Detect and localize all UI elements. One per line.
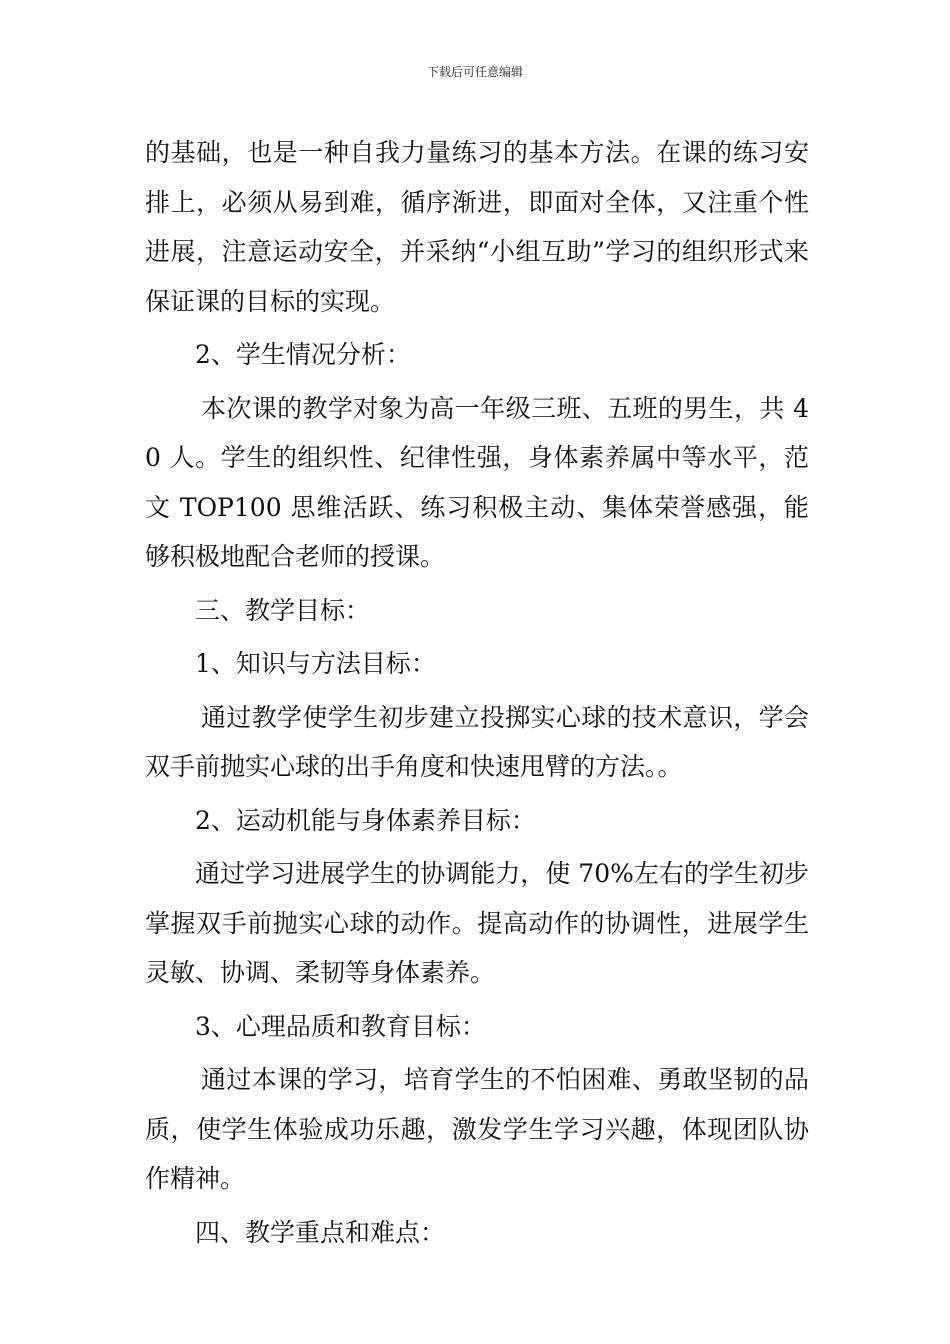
- heading-student-analysis: 2、学生情况分析：: [195, 340, 411, 369]
- page-header: 下载后可任意编辑: [426, 65, 523, 79]
- paragraph-goal-psychology: 通过本课的学习，培育学生的不怕困难、勇敢坚韧的品质，使学生体验成功乐趣，激发学生学习兴趣，体现团队协作精神。: [145, 1065, 809, 1193]
- paragraph-goal-physical: 通过学习进展学生的协调能力，使 70%左右的学生初步掌握双手前抛实心球的动作。提高动作的协调性，进展学生灵敏、协调、柔韧等身体素养。: [145, 859, 809, 987]
- heading-key-points: 四、教学重点和难点：: [195, 1217, 446, 1247]
- paragraph-goal-knowledge: 通过教学使学生初步建立投掷实心球的技术意识，学会双手前抛实心球的出手角度和快速甩臂的方法。。: [145, 702, 809, 781]
- heading-goal-knowledge: 1、知识与方法目标：: [195, 649, 436, 678]
- paragraph-intro-continued: 的基础，也是一种自我力量练习的基本方法。在课的练习安排上，必须从易到难，循序渐进，即面对全体，又注重个性进展，注意运动安全，并采纳“小组互助”学习的组织形式来保证课的目标的实现。: [145, 138, 809, 316]
- document-body: [145, 128, 809, 1257]
- heading-goal-psychology: 3、心理品质和教育目标：: [195, 1011, 486, 1041]
- paragraph-student-analysis: 本次课的教学对象为高一年级三班、五班的男生，共 40 人。学生的组织性、纪律性强，身体素养属中等水平，范文 TOP100 思维活跃、练习积极主动、集体荣誉感强，能够积极地配合老师的授课。: [145, 393, 809, 571]
- heading-goal-physical: 2、运动机能与身体素养目标：: [195, 805, 536, 835]
- heading-teaching-goals: 三、教学目标：: [195, 595, 371, 625]
